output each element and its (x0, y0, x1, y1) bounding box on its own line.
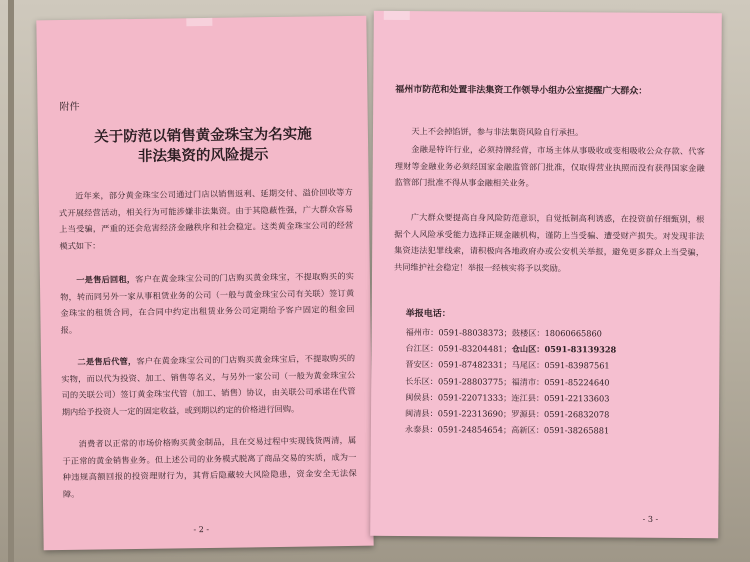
district-name: 鼓楼区： (511, 327, 545, 338)
phone-number: 0591-88038373 (438, 327, 504, 338)
district-name: 长乐区： (405, 375, 439, 386)
door-frame (8, 0, 14, 562)
notice-title (58, 124, 349, 168)
phone-number: 0591-83987561 (544, 360, 610, 371)
district-name: 马尾区： (511, 360, 545, 371)
district-name: 福州市： (405, 327, 439, 338)
phone-number: 0591-26832078 (544, 409, 610, 420)
district-name: 仓山区： (511, 343, 545, 355)
phone-number: 0591-22071333 (437, 392, 504, 403)
district-name: 福清市： (511, 376, 545, 387)
notice-page-right (370, 11, 722, 538)
item2-paragraph (61, 350, 356, 420)
phone-number: 0591-87482331 (438, 359, 504, 371)
tape-piece (186, 16, 212, 27)
phone-number: 18060665860 (544, 327, 602, 339)
title-line-1: 关于防范以销售黄金珠宝为名实施 (94, 125, 312, 146)
hotline-row: 台江区：0591-83204481；仓山区：0591-83139328 (405, 343, 617, 355)
reminder-header: 福州市防范和处置非法集资工作领导小组办公室提醒广大群众： (395, 84, 648, 97)
district-name: 永泰县： (404, 424, 438, 435)
phone-number: 0591-28803775 (437, 375, 504, 387)
district-name: 闽清县： (404, 408, 438, 419)
phone-number: 0591-85224640 (544, 376, 610, 388)
phone-number: 0591-24854654 (437, 424, 503, 435)
intro-paragraph: 近年来，部分黄金珠宝公司通过门店以销售返利、延期交付、溢价回收等方式开展经营活动，相关行为可能涉嫌非法集资。由于其隐蔽性强，广大群众容易上当受骗，严重的还会危害经济金融秩序和社会稳定。这类黄金珠宝公司的经营模式如下： (58, 186, 354, 251)
hotline-title: 举报电话： (405, 309, 451, 320)
reminder-paragraph-3: 广大群众要提高自身风险防范意识，自觉抵制高利诱惑，在投资前仔细甄别，根据个人风险承受能力选择正规金融机构，谨防上当受骗、遭受财产损失。对发现非法集资违法犯罪线索，请积极向各地政府办或公安机关举报，避免更多群众上当受骗，共同维护社会稳定！举报一经核实将予以奖励。 (394, 212, 705, 273)
hotline-row: 长乐区：0591-28803775；福清市：0591-85224640 (405, 375, 610, 388)
page-number-right: - 3 - (642, 514, 659, 524)
attachment-label: 附件 (59, 101, 80, 114)
district-name: 闽侯县： (405, 391, 438, 403)
hotline-row: 闽侯县：0591-22071333；连江县：0591-22133603 (405, 391, 610, 404)
district-name: 高新区： (511, 424, 544, 436)
page-number-left: - 2 - (193, 524, 210, 535)
hotline-row: 永泰县：0591-24854654；高新区：0591-38265881 (404, 424, 610, 436)
item2-text: 客户在黄金珠宝公司的门店购买黄金珠宝后，不提取购买的实物，而以代为投资、加工、销售等名义，与另外一家公司（一般为黄金珠宝公司的关联公司）签订黄金珠宝代管（加工、销售）协议，由关联公司承诺在代管期内给予投资人一定的固定收益，或到期以约定的价格进行回购。 (61, 352, 356, 417)
title-line-2: 非法集资的风险提示 (137, 146, 269, 165)
tape-piece (384, 11, 410, 20)
notice-page-left (36, 16, 373, 551)
reminder-paragraph-1: 天上不会掉馅饼，参与非法集资风险自行承担。 (411, 126, 584, 138)
district-name: 罗源县： (511, 408, 545, 420)
reminder-paragraph-2: 金融是特许行业，必须持牌经营，市场主体从事吸收或变相吸收公众存款、代客理财等金融业务必须经国家金融监管部门批准，仅取得营业执照而没有获得国家金融监管部门批准不得从事金融相关业务。 (394, 144, 705, 188)
district-name: 晋安区： (405, 359, 439, 370)
hotline-row: 晋安区：0591-87482331；马尾区：0591-83987561 (405, 359, 610, 371)
phone-number: 0591-83204481 (438, 343, 504, 354)
hotline-row: 闽清县：0591-22313690；罗源县：0591-26832078 (404, 408, 610, 420)
phone-number: 0591-83139328 (544, 344, 617, 355)
district-name: 台江区： (405, 343, 439, 354)
item1-heading: 一是售后回租， (76, 273, 136, 285)
item1-text: 客户在黄金珠宝公司的门店购买黄金珠宝，不提取购买的实物，转而同另外一家从事租赁业务的公司（一般与黄金珠宝公司有关联）签订黄金珠宝的租赁合同，在合同中约定出租赁业务公司定期给予客户固定的租金回报。 (60, 270, 355, 335)
closing-paragraph: 消费者以正常的市场价格购买黄金制品，且在交易过程中实现钱货两清，属于正常的黄金销售业务。但上述公司的业务模式脱离了商品交易的实质，成为一种违规高额回报的投资理财行为，其背后隐藏较大风险隐患，资金安全无法保障。 (62, 434, 357, 499)
district-name: 连江县： (511, 392, 545, 403)
hotline-list (405, 324, 617, 439)
phone-number: 0591-22133603 (544, 392, 610, 404)
phone-number: 0591-38265881 (543, 425, 610, 436)
phone-number: 0591-22313690 (437, 408, 504, 419)
item2-heading: 二是售后代管， (77, 355, 137, 367)
hotline-row: 福州市：0591-88038373；鼓楼区：18060665860 (405, 327, 602, 339)
item1-paragraph (60, 268, 355, 338)
